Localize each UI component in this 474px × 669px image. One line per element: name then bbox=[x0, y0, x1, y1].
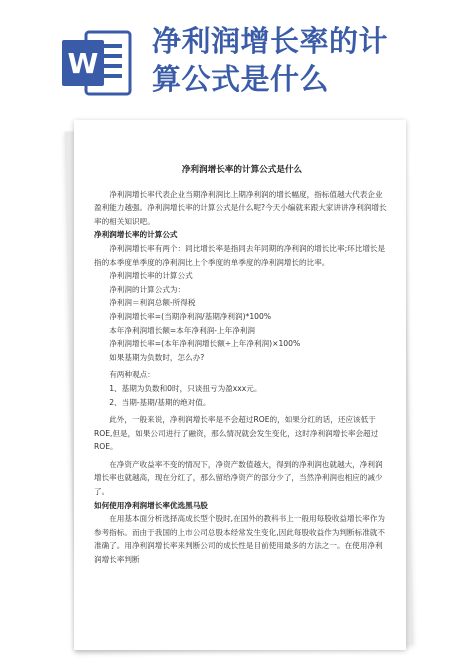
paragraph-roe: 此外，一般来说，净利润增长率是不会超过ROE的，如果分红的话，还应该低于ROE,但是，如果公司进行了融资，那么情况就会发生变化，这时净利润增长率会超过ROE。 bbox=[94, 415, 379, 452]
intro-paragraph: 净利润增长率代表企业当期净利润比上期净利润的增长幅度，指标值越大代表企业盈利能力越强。净利润增长率的计算公式是什么呢?今天小编就来跟大家讲讲净利润增长率的相关知识吧。 bbox=[94, 189, 387, 226]
document-body bbox=[94, 164, 390, 567]
question-negative-base: 如果基期为负数时，怎么办? bbox=[109, 352, 205, 362]
viewpoint-2: 2、当期-基期/基期的绝对值。 bbox=[109, 397, 211, 407]
paragraph-net-assets: 在净资产收益率不变的情况下，净资产数值越大，得到的净利润也就越大，净利润增长率也就越高，现在分红了，那么留给净资产的部分少了，当然净利润也相应的减少了。 bbox=[94, 459, 383, 497]
word-document-icon bbox=[60, 26, 134, 100]
paragraph-formula-label: 净利润增长率的计算公式 bbox=[109, 271, 193, 281]
document-title: 净利润增长率的计算公式是什么 bbox=[181, 165, 303, 175]
paragraph-fundamental-analysis: 在用基本面分析选择高成长型个股时,在国外的教科书上一般用每股收益增长率作为参考指标。而由于我国的上市公司总股本经常发生变化,因此每股收益作为判断标准就不准确了。用净利润增长率来判断公司的成长性是目前使用最多的方法之一。在使用净利润增长率判断 bbox=[94, 514, 385, 565]
paragraph-net-profit-formula-label: 净利润的计算公式为： bbox=[109, 284, 186, 294]
formula-growth-rate-1: 净利润增长率=(当期净利润/基期净利润)*100% bbox=[109, 311, 272, 321]
banner-title-line-2: 算公式是什么 bbox=[152, 62, 330, 96]
document-page bbox=[74, 120, 406, 650]
formula-growth-rate-2: 净利润增长率=(本年净利润增长额÷上年净利润)×100% bbox=[109, 339, 301, 349]
icon-letter: W bbox=[67, 47, 99, 80]
banner-title-line-1: 净利润增长率的计 bbox=[152, 24, 389, 58]
viewpoint-1: 1、基期为负数和0时，只谈扭亏为盈xxx元。 bbox=[109, 383, 262, 393]
banner bbox=[0, 0, 474, 118]
section-heading-dark-horse: 如何使用净利润增长率优选黑马股 bbox=[94, 500, 208, 510]
banner-title bbox=[152, 22, 452, 98]
section-heading-formula: 净利润增长率的计算公式 bbox=[94, 230, 178, 240]
viewpoints-label: 有两种观点： bbox=[109, 370, 155, 380]
formula-net-profit: 净利润＝利润总额-所得税 bbox=[109, 298, 196, 308]
formula-growth-amount: 本年净利润增长额=本年净利润-上年净利润 bbox=[109, 325, 255, 335]
paragraph-growth-types: 净利润增长率有两个：同比增长率是指同去年同期的净利润的增长比率;环比增长是指的本季度单季度的净利润比上个季度的单季度的净利润增长的比率。 bbox=[94, 243, 386, 267]
